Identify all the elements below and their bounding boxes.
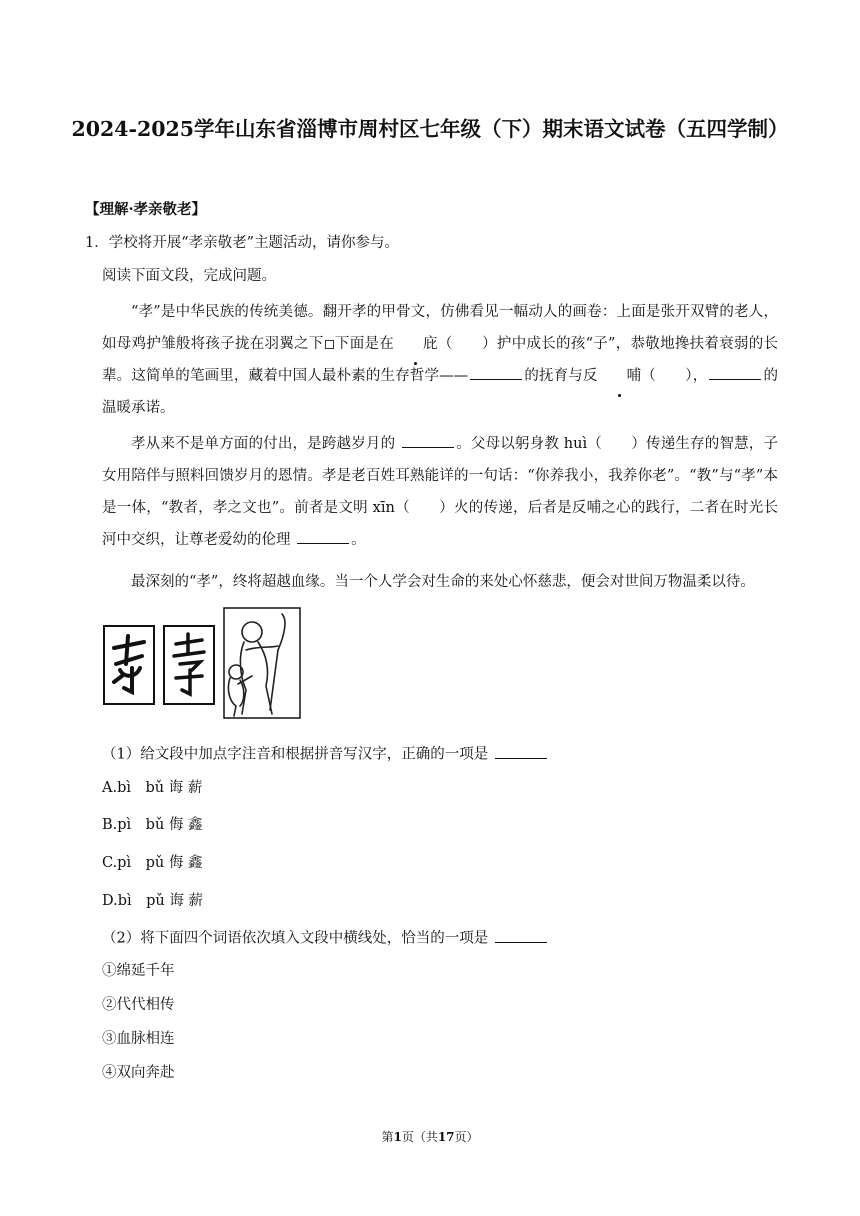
fill-blank-4[interactable] xyxy=(297,529,349,545)
footer-suffix: 页） xyxy=(454,1130,479,1144)
question-1-intro xyxy=(85,233,399,253)
fill-blank-1[interactable] xyxy=(470,365,522,381)
word-item-4: ④双向奔赴 xyxy=(102,1065,175,1081)
answer-blank-2[interactable] xyxy=(495,927,547,943)
fill-blank-2[interactable] xyxy=(709,365,761,381)
sub-question-1 xyxy=(102,743,549,765)
question-intro-text: 学校将开展“孝亲敬老”主题活动，请你参与。 xyxy=(108,235,400,251)
option-a[interactable]: A.bì bǔ 诲 薪 xyxy=(102,780,203,796)
p1-text-e: （ ）， xyxy=(641,368,708,384)
dotted-char-2: 哺 xyxy=(598,360,642,392)
reading-instruction: 阅读下面文段，完成问题。 xyxy=(102,268,276,284)
p2-text-c: 。 xyxy=(351,532,366,548)
total-page-count: 17 xyxy=(437,1130,455,1144)
sub-question-1-stem: （1）给文段中加点字注音和根据拼音写汉字，正确的一项是 xyxy=(102,746,493,763)
p1-text-a: “孝”是中华民族的传统美德。翻开孝的甲骨文，仿佛看见一幅动人的画卷：上面是张开双臂的老人，如母鸡护雏般将孩子拢在羽翼之下 xyxy=(102,304,778,352)
sub-question-2 xyxy=(102,927,549,949)
oracle-bone-xiao-figure xyxy=(102,606,302,720)
word-item-2: ②代代相传 xyxy=(102,997,175,1013)
footer-prefix: 第 xyxy=(381,1130,394,1144)
p1-text-c: （ ）护中成长的孩“子”，恭敬地搀扶着衰弱的长辈。这简单的笔画里，藏着中国人最朴素的生存哲学—— xyxy=(102,336,779,384)
section-heading: 【理解·孝亲敬老】 xyxy=(85,201,207,218)
option-c[interactable]: C.pì pǔ 侮 鑫 xyxy=(102,855,203,871)
page-footer xyxy=(0,1127,860,1147)
p1-text-b: 下面是在 xyxy=(334,336,395,352)
current-page-number: 1 xyxy=(393,1130,402,1144)
option-b[interactable]: B.pì bǔ 侮 鑫 xyxy=(102,817,203,833)
option-d[interactable]: D.bì pǔ 诲 薪 xyxy=(102,893,203,909)
footer-middle: 页（共 xyxy=(401,1130,438,1144)
exam-title: 2024-2025学年山东省淄博市周村区七年级（下）期末语文试卷（五四学制） xyxy=(71,117,789,141)
p2-text-a: 孝从来不是单方面的付出，是跨越岁月的 xyxy=(131,436,401,452)
question-number: 1． xyxy=(85,235,109,251)
xiao-character-illustration xyxy=(102,606,302,720)
p2-text-b: 。父母以躬身教 huì（ ）传递生存的智慧，子女用陪伴与照料回馈岁月的恩情。孝是老百姓耳熟能详的一句话：“你养我小，我养你老”。“教”与“孝”本是一体，“教者，孝之文也”。前者是文明 xīn（ ）火的传递，后者是反哺之心的践行，二者在时光长河中交织，让尊老爱幼的伦理 xyxy=(102,436,778,548)
sub-question-2-stem: （2）将下面四个词语依次填入文段中横线处，恰当的一项是 xyxy=(102,930,493,947)
dotted-char-1: 庇 xyxy=(394,328,438,360)
word-item-3: ③血脉相连 xyxy=(102,1031,175,1047)
passage-paragraph-3: 最深刻的“孝”，终将超越血缘。当一个人学会对生命的来处心怀慈悲，便会对世间万物温柔以待。 xyxy=(131,574,755,590)
fill-blank-3[interactable] xyxy=(402,433,454,449)
p1-text-d: 的抚育与反 xyxy=(524,368,598,384)
passage-paragraph-1 xyxy=(102,296,778,424)
p1-text-f: 的温暖承诺。 xyxy=(102,368,779,416)
missing-glyph-box xyxy=(325,340,334,349)
passage-paragraph-2 xyxy=(102,428,778,556)
word-item-1: ①绵延千年 xyxy=(102,963,175,979)
answer-blank-1[interactable] xyxy=(495,743,547,759)
